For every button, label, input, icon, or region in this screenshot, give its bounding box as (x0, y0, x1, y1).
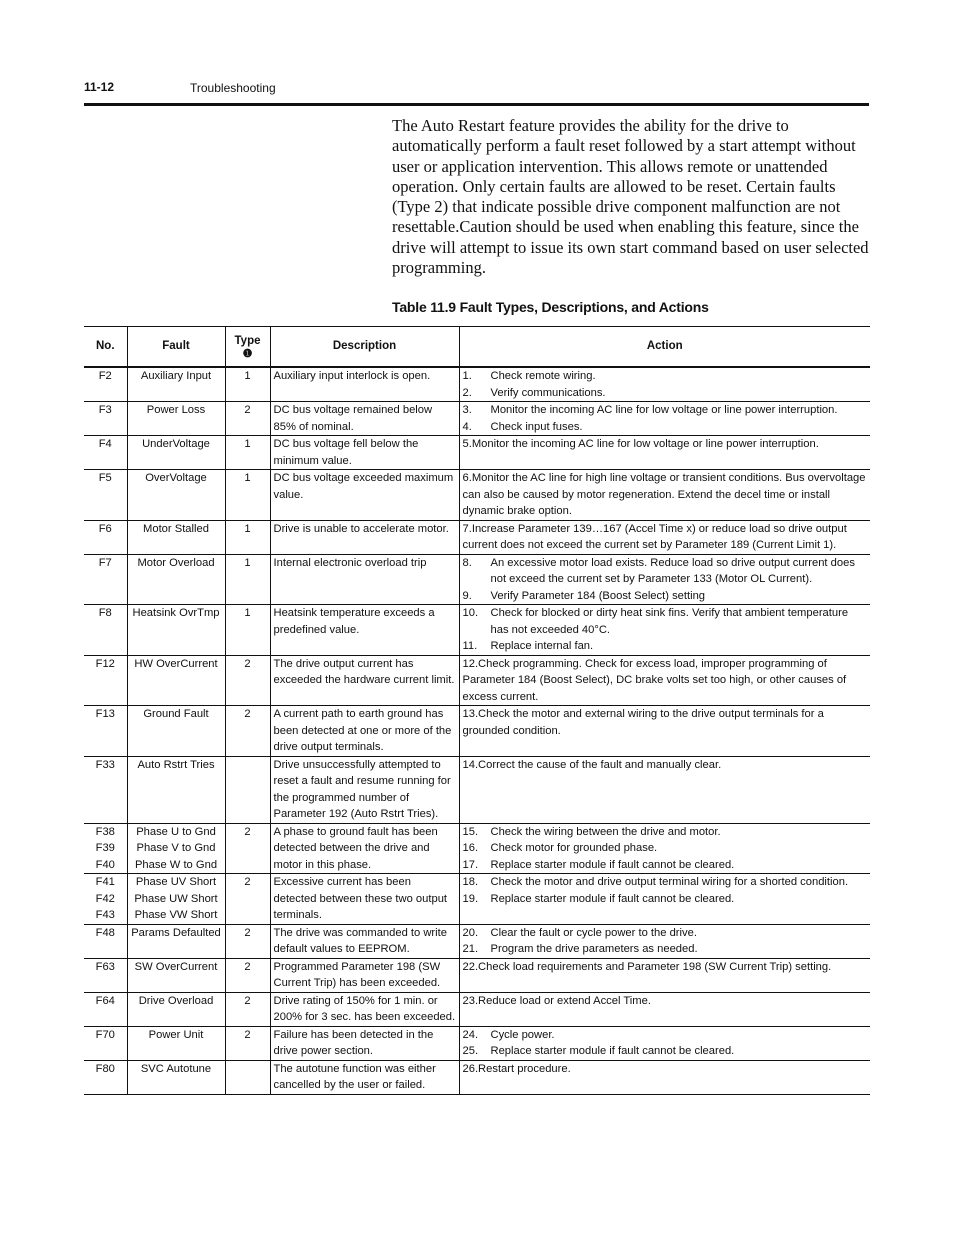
fault-code-cell (84, 605, 127, 656)
table-row (84, 823, 870, 874)
fault-code: F80 (95, 1062, 115, 1075)
fault-name: Drive Overload (138, 994, 214, 1007)
fault-action-cell (459, 605, 870, 656)
action-number: 15. (462, 825, 479, 838)
action-text: Replace starter module if fault cannot be cleared. (490, 892, 735, 905)
fault-code: F12 (95, 657, 115, 670)
fault-name: Heatsink OvrTmp (132, 607, 220, 619)
fault-action-cell (459, 874, 870, 925)
action-item (463, 891, 868, 908)
fault-code-cell (84, 554, 127, 605)
table-row (84, 756, 870, 823)
fault-name: Power Loss (146, 404, 206, 416)
fault-code: F41 (95, 876, 115, 888)
fault-name: Phase VW Short (134, 909, 218, 921)
action-item (463, 1027, 868, 1044)
fault-name: Phase W to Gnd (134, 858, 218, 871)
fault-type-cell (225, 874, 270, 925)
fault-name: Auto Rstrt Tries (137, 758, 215, 771)
action-number: 8. (462, 556, 472, 569)
fault-action-cell (459, 367, 870, 402)
fault-type-cell (225, 655, 270, 706)
fault-description-cell (270, 554, 459, 605)
fault-description-cell (270, 1060, 459, 1094)
fault-name-cell (127, 554, 225, 605)
fault-type: 2 (244, 708, 251, 720)
fault-code: F43 (95, 909, 115, 921)
fault-description-cell (270, 924, 459, 958)
action-number: 16. (462, 842, 479, 854)
fault-code: F2 (98, 370, 112, 382)
fault-name-cell (127, 402, 225, 436)
action-number: 3. (462, 404, 472, 416)
fault-code-cell (84, 823, 127, 874)
action-text: 6.Monitor the AC line for high line voltage or transient conditions. Bus overvoltage can also be caused by motor regeneration. Extend the decel time or install dynamic brake option. (462, 472, 866, 517)
action-text: Replace starter module if fault cannot be cleared. (490, 1045, 735, 1057)
fault-action-cell (459, 992, 870, 1026)
action-number: 4. (462, 420, 472, 433)
action-number: 2. (462, 386, 472, 399)
fault-name: Phase UV Short (135, 876, 217, 888)
action-number: 21. (462, 943, 479, 955)
fault-name: Motor Overload (137, 556, 215, 569)
action-number: 17. (462, 858, 479, 871)
col-header-type (225, 327, 270, 368)
fault-code: F13 (95, 708, 115, 720)
action-text: Check the wiring between the drive and motor. (490, 825, 721, 838)
fault-action-cell (459, 470, 870, 521)
action-item (463, 1043, 868, 1060)
fault-name-cell (127, 520, 225, 554)
fault-type: 1 (244, 438, 251, 450)
fault-description: DC bus voltage fell below the minimum value. (273, 438, 419, 467)
fault-code-cell (84, 924, 127, 958)
fault-type: 1 (244, 370, 251, 382)
fault-type: 2 (244, 876, 251, 888)
action-text: Cycle power. (490, 1028, 555, 1041)
fault-description: The drive was commanded to write default values to EEPROM. (273, 926, 447, 955)
page-header (84, 80, 869, 106)
col-header-action: Action (459, 327, 870, 368)
fault-type: 2 (244, 404, 251, 416)
action-text: Program the drive parameters as needed. (490, 943, 698, 955)
fault-code: F63 (95, 960, 115, 973)
fault-type-cell (225, 520, 270, 554)
fault-description: Drive unsuccessfully attempted to reset a fault and resume running for the programmed number of Parameter 192 (Auto Rstrt Tries). (273, 758, 451, 820)
action-text: 22.Check load requirements and Parameter 198 (SW Current Trip) setting. (462, 960, 832, 973)
fault-description: Programmed Parameter 198 (SW Current Trip) has been exceeded. (273, 960, 441, 989)
fault-type: 2 (244, 825, 251, 838)
action-text: Verify communications. (490, 386, 606, 399)
action-text: 23.Reduce load or extend Accel Time. (462, 994, 651, 1007)
fault-code: F6 (98, 522, 112, 535)
action-text: 13.Check the motor and external wiring to the drive output terminals for a grounded condition. (462, 708, 824, 737)
fault-type-cell (225, 367, 270, 402)
action-item (463, 385, 868, 402)
fault-description-cell (270, 470, 459, 521)
fault-action-cell (459, 706, 870, 757)
action-text: Clear the fault or cycle power to the drive. (490, 926, 697, 939)
fault-type-cell (225, 605, 270, 656)
fault-type-cell (225, 924, 270, 958)
table-row (84, 605, 870, 656)
fault-code: F3 (98, 404, 112, 416)
fault-description: Excessive current has been detected between these two output terminals. (273, 876, 448, 921)
fault-type-cell (225, 470, 270, 521)
fault-type: 2 (244, 926, 251, 939)
section-title: Troubleshooting (190, 81, 276, 95)
fault-code-cell (84, 520, 127, 554)
fault-description: Internal electronic overload trip (273, 556, 427, 569)
fault-name-cell (127, 436, 225, 470)
table-caption: Table 11.9 Fault Types, Descriptions, and Actions (392, 299, 709, 315)
fault-code-cell (84, 655, 127, 706)
table-row (84, 958, 870, 992)
fault-name-cell (127, 823, 225, 874)
fault-type-cell (225, 958, 270, 992)
action-item (463, 874, 868, 891)
action-number: 19. (462, 892, 479, 905)
fault-description: A phase to ground fault has been detected between the drive and motor in this phase. (273, 825, 438, 871)
fault-code: F48 (95, 926, 115, 939)
fault-name-cell (127, 874, 225, 925)
fault-code: F4 (98, 438, 112, 450)
table-header-row (84, 327, 870, 368)
fault-description: DC bus voltage exceeded maximum value. (273, 472, 454, 501)
action-item (463, 368, 868, 385)
fault-type: 2 (244, 657, 251, 670)
fault-type: 2 (244, 960, 251, 973)
fault-code: F5 (98, 472, 112, 484)
fault-name: UnderVoltage (142, 438, 210, 450)
fault-description-cell (270, 436, 459, 470)
fault-name-cell (127, 992, 225, 1026)
fault-action-cell (459, 924, 870, 958)
table-row (84, 520, 870, 554)
action-item (463, 857, 868, 874)
action-item (463, 588, 868, 605)
footnote-marker: ❶ (242, 347, 253, 360)
action-text: Replace internal fan. (490, 640, 594, 652)
fault-type-cell (225, 706, 270, 757)
table-row (84, 655, 870, 706)
table-row (84, 367, 870, 402)
action-item (463, 555, 868, 588)
action-text: Monitor the incoming AC line for low voltage or line power interruption. (490, 404, 838, 416)
fault-code-cell (84, 470, 127, 521)
fault-name: Phase UW Short (134, 892, 218, 905)
fault-description-cell (270, 756, 459, 823)
fault-type: 2 (244, 1028, 251, 1041)
fault-type: 1 (244, 607, 251, 619)
fault-description: The autotune function was either cancelled by the user or failed. (273, 1062, 436, 1091)
fault-name: Motor Stalled (143, 522, 209, 535)
action-text: 26.Restart procedure. (462, 1062, 571, 1075)
fault-code-cell (84, 1060, 127, 1094)
fault-action-cell (459, 756, 870, 823)
fault-code: F7 (98, 556, 112, 569)
fault-description-cell (270, 655, 459, 706)
fault-code-cell (84, 992, 127, 1026)
action-text: Check motor for grounded phase. (490, 842, 658, 854)
fault-description-cell (270, 874, 459, 925)
fault-action-cell (459, 958, 870, 992)
action-number: 25. (462, 1045, 479, 1057)
table-body (84, 367, 870, 1094)
action-number: 24. (462, 1028, 479, 1041)
action-item (463, 840, 868, 857)
action-number: 9. (462, 589, 472, 602)
action-item (463, 941, 868, 958)
fault-name-cell (127, 1060, 225, 1094)
fault-name-cell (127, 924, 225, 958)
fault-description: Failure has been detected in the drive power section. (273, 1028, 434, 1057)
fault-name: Auxiliary Input (140, 370, 212, 382)
fault-type: 1 (244, 472, 251, 484)
table-row (84, 436, 870, 470)
action-text: 14.Correct the cause of the fault and manually clear. (462, 758, 722, 771)
fault-table (84, 326, 870, 1095)
fault-description-cell (270, 605, 459, 656)
fault-name-cell (127, 1026, 225, 1060)
fault-action-cell (459, 554, 870, 605)
col-header-description: Description (270, 327, 459, 368)
fault-code-cell (84, 402, 127, 436)
fault-description-cell (270, 706, 459, 757)
table-row (84, 874, 870, 925)
action-item (463, 824, 868, 841)
fault-type-cell (225, 402, 270, 436)
table-row (84, 1060, 870, 1094)
fault-type-cell (225, 436, 270, 470)
fault-code-cell (84, 958, 127, 992)
action-item (463, 419, 868, 436)
table-row (84, 992, 870, 1026)
action-text: 7.Increase Parameter 139…167 (Accel Time x) or reduce load so drive output current does not exceed the current set by Parameter 189 (Current Limit 1). (462, 522, 847, 551)
fault-type-cell (225, 1060, 270, 1094)
action-item (463, 925, 868, 942)
action-text: Check remote wiring. (490, 370, 596, 382)
fault-description-cell (270, 1026, 459, 1060)
fault-name-cell (127, 655, 225, 706)
table-row (84, 554, 870, 605)
fault-description: Auxiliary input interlock is open. (273, 370, 431, 382)
action-number: 20. (462, 926, 479, 939)
action-text: Replace starter module if fault cannot be cleared. (490, 858, 735, 871)
fault-action-cell (459, 520, 870, 554)
col-header-fault: Fault (127, 327, 225, 368)
fault-type: 1 (244, 522, 251, 535)
fault-code-cell (84, 1026, 127, 1060)
fault-code-cell (84, 367, 127, 402)
action-text: Verify Parameter 184 (Boost Select) setting (490, 589, 706, 602)
action-item (463, 638, 868, 655)
fault-code-cell (84, 706, 127, 757)
fault-description: The drive output current has exceeded the hardware current limit. (273, 657, 455, 686)
col-header-no: No. (84, 327, 127, 368)
action-number: 11. (462, 640, 478, 652)
fault-code-cell (84, 436, 127, 470)
action-text: An excessive motor load exists. Reduce load so drive output current does not exceed the current set by Parameter 133 (Motor OL Current). (490, 556, 855, 585)
fault-name: Params Defaulted (131, 926, 221, 939)
fault-action-cell (459, 823, 870, 874)
action-text: 5.Monitor the incoming AC line for low voltage or line power interruption. (462, 438, 819, 450)
fault-description-cell (270, 520, 459, 554)
fault-code-cell (84, 756, 127, 823)
action-text: Check input fuses. (490, 420, 583, 433)
action-item (463, 402, 868, 419)
fault-type: 2 (244, 994, 251, 1007)
fault-name: HW OverCurrent (134, 657, 218, 670)
fault-description: Drive is unable to accelerate motor. (273, 522, 449, 535)
fault-description: A current path to earth ground has been detected at one or more of the drive output terminals. (273, 708, 452, 753)
fault-type-cell (225, 823, 270, 874)
action-number: 10. (462, 607, 479, 619)
table-row (84, 924, 870, 958)
fault-description: Drive rating of 150% for 1 min. or 200% for 3 sec. has been exceeded. (273, 994, 456, 1023)
fault-name: OverVoltage (145, 472, 207, 484)
fault-description-cell (270, 992, 459, 1026)
fault-action-cell (459, 402, 870, 436)
action-number: 1. (462, 370, 472, 382)
fault-name-cell (127, 367, 225, 402)
table-row (84, 706, 870, 757)
fault-name: Phase U to Gnd (136, 825, 216, 838)
fault-code: F38 (95, 825, 115, 838)
fault-type-cell (225, 1026, 270, 1060)
fault-description: DC bus voltage remained below 85% of nominal. (273, 404, 433, 433)
fault-type-cell (225, 554, 270, 605)
action-item (463, 605, 868, 638)
action-text: Check the motor and drive output terminal wiring for a shorted condition. (490, 876, 849, 888)
fault-code: F8 (98, 607, 112, 619)
fault-code: F42 (95, 892, 115, 905)
fault-name-cell (127, 756, 225, 823)
fault-type: 1 (244, 556, 251, 569)
fault-name: SW OverCurrent (134, 960, 218, 973)
fault-name: Ground Fault (143, 708, 209, 720)
fault-description-cell (270, 402, 459, 436)
fault-description-cell (270, 958, 459, 992)
page-number: 11-12 (84, 80, 115, 94)
fault-name: SVC Autotune (140, 1062, 212, 1075)
fault-action-cell (459, 655, 870, 706)
fault-name: Phase V to Gnd (136, 842, 216, 854)
table-row (84, 470, 870, 521)
fault-name-cell (127, 605, 225, 656)
fault-type-cell (225, 756, 270, 823)
fault-type-cell (225, 992, 270, 1026)
action-text: 12.Check programming. Check for excess load, improper programming of Parameter 184 (Boost Select), DC brake volts set too high, or other causes of excess current. (462, 657, 847, 703)
fault-description-cell (270, 823, 459, 874)
table-row (84, 402, 870, 436)
fault-name-cell (127, 706, 225, 757)
fault-action-cell (459, 1060, 870, 1094)
fault-code-cell (84, 874, 127, 925)
action-text: Check for blocked or dirty heat sink fins. Verify that ambient temperature has not exceeded 40°C. (490, 607, 849, 636)
action-number: 18. (462, 876, 479, 888)
fault-name-cell (127, 470, 225, 521)
table-row (84, 1026, 870, 1060)
fault-code: F70 (95, 1028, 115, 1041)
fault-code: F40 (95, 858, 115, 871)
fault-name-cell (127, 958, 225, 992)
intro-paragraph: The Auto Restart feature provides the ability for the drive to automatically perform a fault reset followed by a start attempt without user or application intervention. This allows remote or unattended operation. Only certain faults are allowed to be reset. Certain faults (Type 2) that indicate possible drive component malfunction are not resettable.Caution should be used when enabling this feature, since the drive will attempt to issue its own start command based on user selected programming. (392, 116, 869, 278)
fault-name: Power Unit (148, 1028, 204, 1041)
col-header-type-label: Type (234, 334, 261, 347)
fault-code: F39 (95, 842, 115, 854)
fault-action-cell (459, 1026, 870, 1060)
fault-description: Heatsink temperature exceeds a predefined value. (273, 607, 435, 636)
fault-code: F64 (95, 994, 115, 1007)
fault-description-cell (270, 367, 459, 402)
fault-code: F33 (95, 758, 115, 771)
fault-action-cell (459, 436, 870, 470)
